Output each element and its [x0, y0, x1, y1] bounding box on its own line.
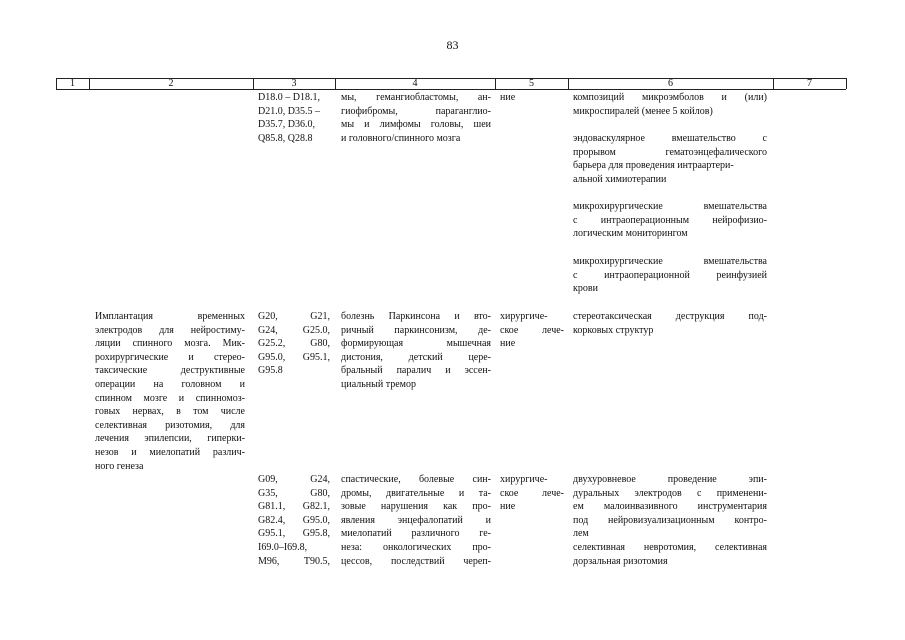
page-number: 83	[446, 38, 459, 52]
col-sep	[846, 78, 847, 89]
row1-diagnosis: мы, гемангиобластомы, ан- гиофибромы, параганглио- мы и лимфомы головы, шеи и головного/спинного мозга	[341, 92, 491, 144]
row3-icd-codes: G09, G24, G35, G80, G81.1, G82.1, G82.4, G95.0, G95.1, G95.8, I69.0–I69.8, M96, T90.5,	[258, 474, 330, 567]
column-header-6: 6	[668, 78, 673, 89]
row2-treatment-type: хирургиче- ское лече- ние	[500, 311, 564, 350]
column-header-7: 7	[807, 78, 812, 89]
row3-treatment-type: хирургиче- ское лече- ние	[500, 474, 564, 513]
column-header-3: 3	[291, 78, 297, 89]
row2-procedure-group: Имплантация временных электродов для нейростиму- ляции спинного мозга. Мик- рохирургические и стерео- таксические деструктивные операции на головном и спинном мозге и спинномоз- говых нервах, в том числе селективная ризотомия, для лечения эпилепсии, гиперки- незов и миелопатий различ- ного генеза	[95, 311, 245, 472]
row1-method-d: микрохирургические вмешательства с интраоперационной реинфузией крови	[573, 256, 767, 295]
row1-method-c: микрохирургические вмешательства с интраоперационным нейрофизио- логическим мониторингом	[573, 201, 767, 240]
column-header-2: 2	[168, 78, 174, 89]
row3-diagnosis: спастические, болевые син- дромы, двигательные и та- зовые нарушения как про- явления энцефалопатий и миелопатий различного ге- неза: онкологических про- цессов, последствий череп-	[341, 474, 491, 567]
row1-method-a: композиций микроэмболов и (или) микроспиралей (менее 5 койлов)	[573, 92, 767, 117]
column-header-1: 1	[70, 78, 75, 89]
header-bottom-rule	[56, 89, 846, 90]
row2-method: стереотаксическая деструкция под- корковых структур	[573, 311, 767, 336]
column-header-5: 5	[529, 78, 534, 89]
row1-treatment-type: ние	[500, 92, 516, 103]
row1-method-b: эндоваскулярное вмешательство с прорывом гематоэнцефалического барьера для проведения интраартери- альной химиотерапии	[573, 133, 767, 185]
row2-icd-codes: G20, G21, G24, G25.0, G25.2, G80, G95.0, G95.1, G95.8	[258, 311, 330, 377]
column-header-4: 4	[412, 78, 418, 89]
row3-method: двухуровневое проведение эпи- дуральных электродов с применени- ем малоинвазивного инструментария под нейровизуализационным контро- лем селективная невротомия, селективная дорзальная ризотомия	[573, 474, 767, 567]
row2-diagnosis: болезнь Паркинсона и вто- ричный паркинсонизм, де- формирующая мышечная дистония, детский цере- бральный паралич и эссен- циальный тремор	[341, 311, 491, 390]
row1-icd-codes: D18.0 – D18.1, D21.0, D35.5 – D35.7, D36.0, Q85.8, Q28.8	[258, 92, 320, 144]
